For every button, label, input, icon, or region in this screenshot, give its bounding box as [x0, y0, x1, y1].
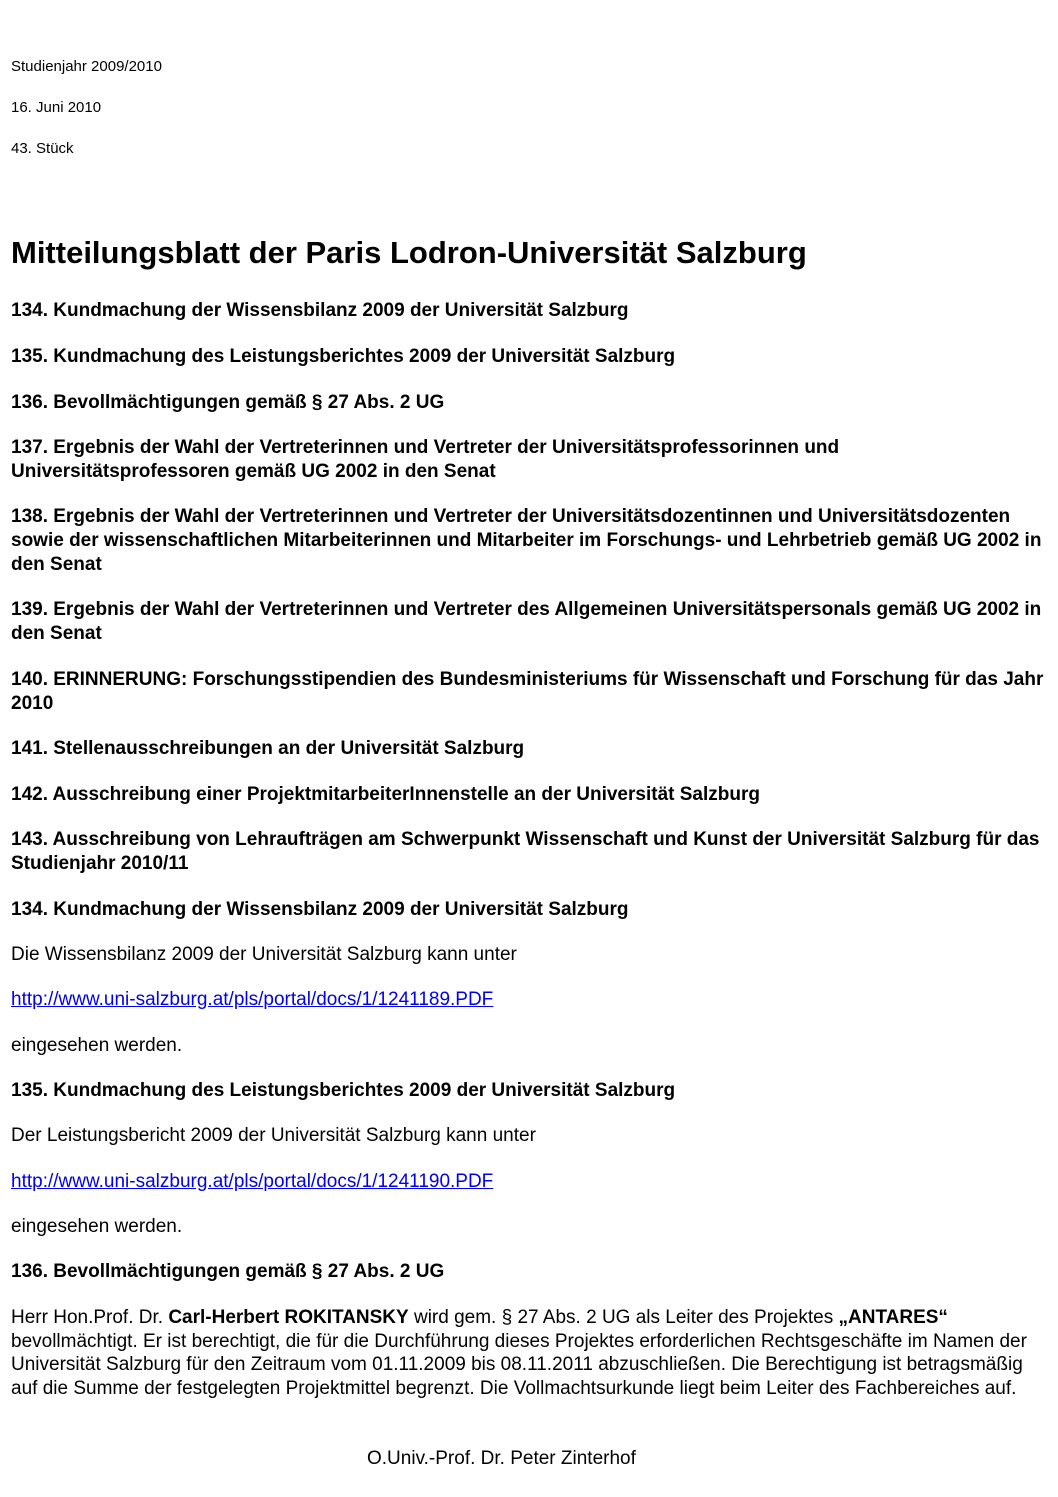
wissensbilanz-pdf-link[interactable]: http://www.uni-salzburg.at/pls/portal/docs/1/1241189.PDF	[11, 989, 494, 1010]
header-date: 16. Juni 2010	[11, 99, 102, 116]
toc-item-139: 139. Ergebnis der Wahl der Vertreterinnen und Vertreter des Allgemeinen Universitätspersonals gemäß UG 2002 in den Senat	[11, 599, 1042, 644]
section-135-outro: eingesehen werden.	[11, 1216, 183, 1237]
section-134-intro: Die Wissensbilanz 2009 der Universität Salzburg kann unter	[11, 944, 517, 965]
section-136-heading: 136. Bevollmächtigungen gemäß § 27 Abs. 2 UG	[11, 1261, 445, 1282]
toc-item-136: 136. Bevollmächtigungen gemäß § 27 Abs. 2 UG	[11, 392, 445, 413]
toc-item-135: 135. Kundmachung des Leistungsberichtes 2009 der Universität Salzburg	[11, 346, 676, 367]
section-134-outro: eingesehen werden.	[11, 1035, 183, 1056]
header-studienjahr: Studienjahr 2009/2010	[11, 58, 162, 75]
section-134-heading: 134. Kundmachung der Wissensbilanz 2009 der Universität Salzburg	[11, 899, 629, 920]
toc-item-143: 143. Ausschreibung von Lehraufträgen am Schwerpunkt Wissenschaft und Kunst der Universität Salzburg für das Studienjahr 2010/11	[11, 829, 1040, 874]
project-name: „ANTARES“	[838, 1307, 948, 1328]
body-text-1: Herr Hon.Prof. Dr.	[11, 1307, 169, 1328]
leistungsbericht-pdf-link[interactable]: http://www.uni-salzburg.at/pls/portal/docs/1/1241190.PDF	[11, 1171, 494, 1192]
toc-item-140: 140. ERINNERUNG: Forschungsstipendien des Bundesministeriums für Wissenschaft und Forschung für das Jahr 2010	[11, 669, 1044, 714]
section-135-heading: 135. Kundmachung des Leistungsberichtes 2009 der Universität Salzburg	[11, 1080, 676, 1101]
person-name: Carl-Herbert ROKITANSKY	[168, 1307, 409, 1328]
section-135-intro: Der Leistungsbericht 2009 der Universität Salzburg kann unter	[11, 1125, 536, 1146]
toc-item-141: 141. Stellenausschreibungen an der Universität Salzburg	[11, 738, 525, 759]
toc-item-137: 137. Ergebnis der Wahl der Vertreterinnen und Vertreter der Universitätsprofessorinnen und Universitätsprofessoren gemäß UG 2002 in den Senat	[11, 437, 840, 482]
section-135-link-line	[11, 1170, 1047, 1194]
page-title: Mitteilungsblatt der Paris Lodron-Universität Salzburg	[11, 235, 807, 270]
section-134-link-line	[11, 988, 1047, 1012]
toc-item-134: 134. Kundmachung der Wissensbilanz 2009 der Universität Salzburg	[11, 300, 629, 321]
header-stueck: 43. Stück	[11, 140, 74, 157]
signature: O.Univ.-Prof. Dr. Peter Zinterhof	[367, 1448, 636, 1469]
toc-item-138: 138. Ergebnis der Wahl der Vertreterinnen und Vertreter der Universitätsdozentinnen und Universitätsdozenten sowie der wissenschaftlichen Mitarbeiterinnen und Mitarbeiter im Forschungs- und Lehrbetrieb gemäß UG 2002 in den Senat	[11, 506, 1042, 575]
toc-item-142: 142. Ausschreibung einer ProjektmitarbeiterInnenstelle an der Universität Salzburg	[11, 784, 760, 805]
body-text-2: wird gem. § 27 Abs. 2 UG als Leiter des Projektes	[408, 1307, 839, 1328]
body-text-3: bevollmächtigt. Er ist berechtigt, die für die Durchführung dieses Projektes erforderlichen Rechtsgeschäfte im Namen der Universität Salzburg für den Zeitraum vom 01.11.2009 bis 08.11.2011 abzuschließen. Die Berechtigung ist betragsmäßig auf die Summe der festgelegten Projektmittel begrenzt. Die Vollmachtsurkunde liegt beim Leiter des Fachbereiches auf.	[11, 1330, 1027, 1399]
section-136-body	[11, 1306, 1047, 1400]
